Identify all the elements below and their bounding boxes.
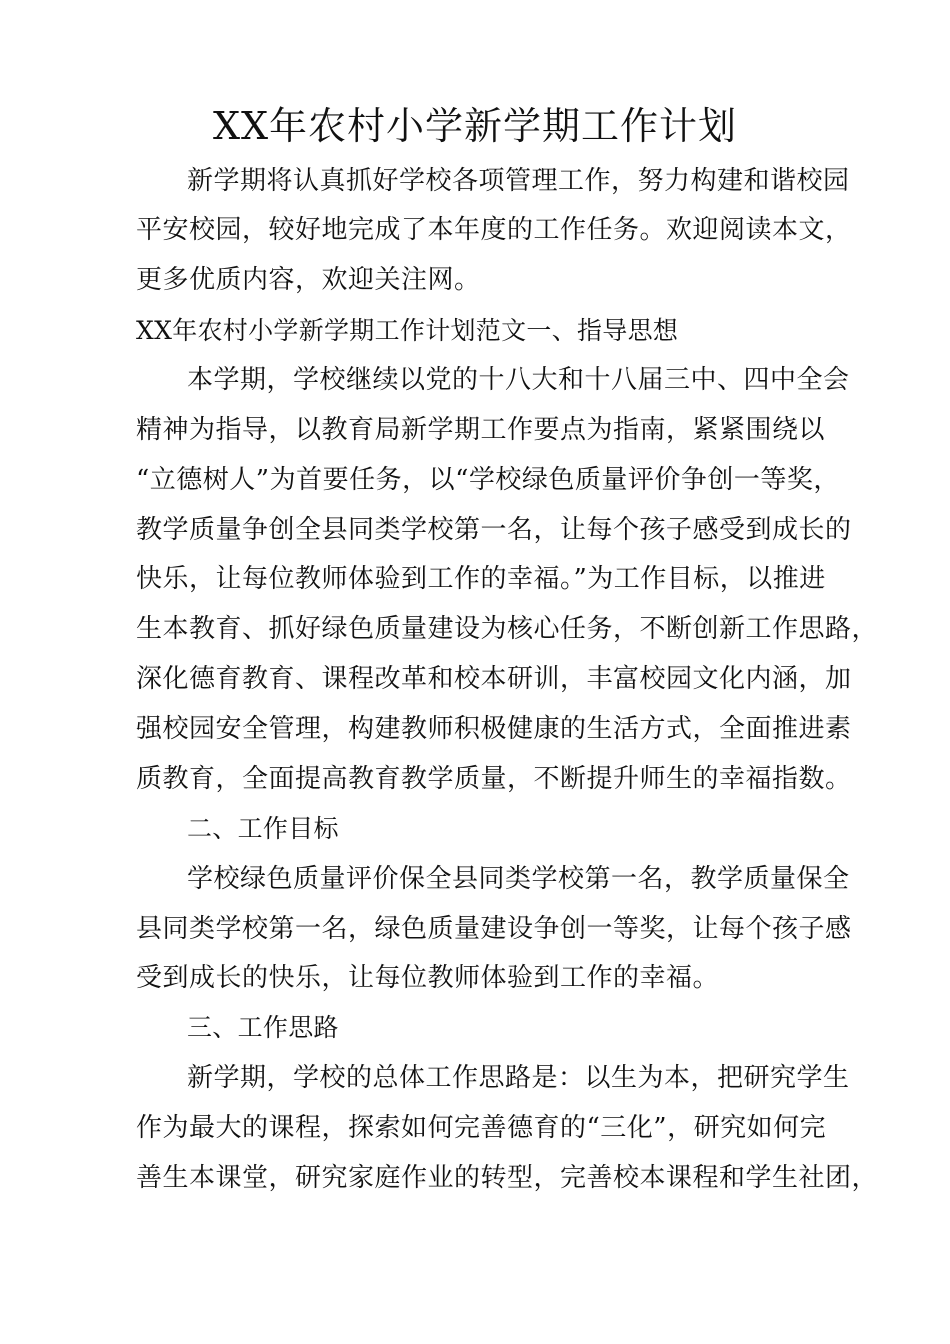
- para3-line-1: 新学期，学校的总体工作思路是：以生为本，把研究学生: [187, 1063, 850, 1093]
- para3-line-3: 善生本课堂，研究家庭作业的转型，完善校本课程和学生社团，: [136, 1163, 879, 1193]
- para1-line-6: 生本教育、抓好绿色质量建设为核心任务，不断创新工作思路，: [136, 614, 879, 644]
- para1-line-5: 快乐，让每位教师体验到工作的幸福。”为工作目标，以推进: [136, 564, 826, 594]
- para1-line-9: 质教育，全面提高教育教学质量，不断提升师生的幸福指数。: [136, 764, 852, 794]
- para3-line-2: 作为最大的课程，探索如何完善德育的“三化”，研究如何完: [136, 1113, 827, 1143]
- para2-line-1: 学校绿色质量评价保全县同类学校第一名，教学质量保全: [187, 864, 850, 894]
- para2-line-2: 县同类学校第一名，绿色质量建设争创一等奖，让每个孩子感: [136, 914, 852, 944]
- intro-line-2: 平安校园，较好地完成了本年度的工作任务。欢迎阅读本文，: [136, 215, 852, 245]
- intro-line-3: 更多优质内容，欢迎关注网。: [136, 265, 481, 295]
- para1-line-2: 精神为指导，以教育局新学期工作要点为指南，紧紧围绕以: [136, 415, 826, 445]
- para1-line-8: 强校园安全管理，构建教师积极健康的生活方式，全面推进素: [136, 714, 852, 744]
- intro-line-1: 新学期将认真抓好学校各项管理工作，努力构建和谐校园: [187, 166, 850, 196]
- heading-work-goals: 二、工作目标: [187, 814, 339, 843]
- document-title: XX年农村小学新学期工作计划: [212, 104, 738, 148]
- para1-line-7: 深化德育教育、课程改革和校本研训，丰富校园文化内涵，加: [136, 664, 852, 694]
- para2-line-3: 受到成长的快乐，让每位教师体验到工作的幸福。: [136, 963, 720, 993]
- para1-line-4: 教学质量争创全县同类学校第一名，让每个孩子感受到成长的: [136, 515, 852, 545]
- section-heading-guiding-thought: XX年农村小学新学期工作计划范文一、指导思想: [136, 316, 679, 345]
- para1-line-3: “立德树人”为首要任务，以“学校绿色质量评价争创一等奖，: [136, 465, 840, 495]
- heading-work-approach: 三、工作思路: [187, 1013, 339, 1042]
- para1-line-1: 本学期，学校继续以党的十八大和十八届三中、四中全会: [187, 365, 850, 395]
